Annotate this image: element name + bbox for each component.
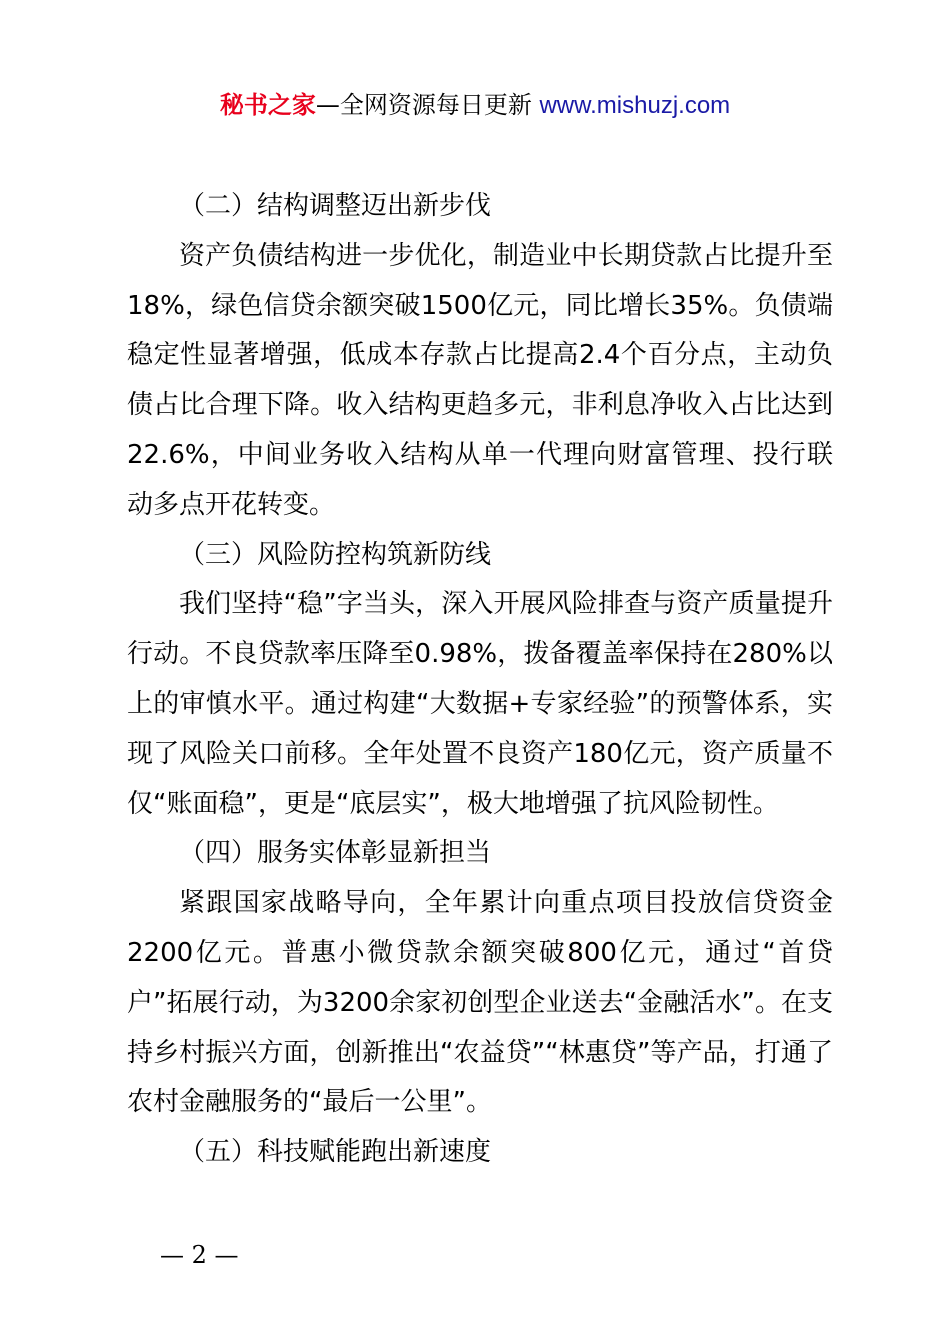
section-heading-2: （二）结构调整迈出新步伐 bbox=[179, 191, 492, 221]
body-paragraph: 资产负债结构进一步优化，制造业中长期贷款占比提升至18%，绿色信贷余额突破1500亿元，同比增长35%。负债端稳定性显著增强，低成本存款占比提高2.4个百分点，主动负债占比合理下降。收入结构更趋多元，非利息净收入占比达到22.6%，中间业务收入结构从单一代理向财富管理、投行联动多点开花转变。 bbox=[127, 240, 833, 520]
section-heading-4: （四）服务实体彰显新担当 bbox=[179, 838, 492, 869]
document-body bbox=[127, 182, 833, 1178]
site-header bbox=[0, 88, 950, 123]
page-number: — 2 — bbox=[160, 1241, 239, 1269]
site-url-link[interactable]: www.mishuzj.com bbox=[539, 92, 731, 119]
header-tagline: —全网资源每日更新 bbox=[315, 91, 532, 119]
body-paragraph: 我们坚持“稳”字当头，深入开展风险排查与资产质量提升行动。不良贷款率压降至0.98%，拨备覆盖率保持在280%以上的审慎水平。通过构建“大数据+专家经验”的预警体系，实现了风险关口前移。全年处置不良资产180亿元，资产质量不仅“账面稳”，更是“底层实”，极大地增强了抗风险韧性。 bbox=[127, 589, 833, 819]
section-heading-5: （五）科技赋能跑出新速度 bbox=[179, 1137, 492, 1168]
body-paragraph: 紧跟国家战略导向，全年累计向重点项目投放信贷资金2200亿元。普惠小微贷款余额突破800亿元，通过“首贷户”拓展行动，为3200余家初创型企业送去“金融活水”。在支持乡村振兴方面，创新推出“农益贷”“林惠贷”等产品，打通了农村金融服务的“最后一公里”。 bbox=[127, 888, 833, 1118]
section-heading-3: （三）风险防控构筑新防线 bbox=[179, 539, 492, 570]
brand-name: 秘书之家 bbox=[219, 91, 316, 119]
